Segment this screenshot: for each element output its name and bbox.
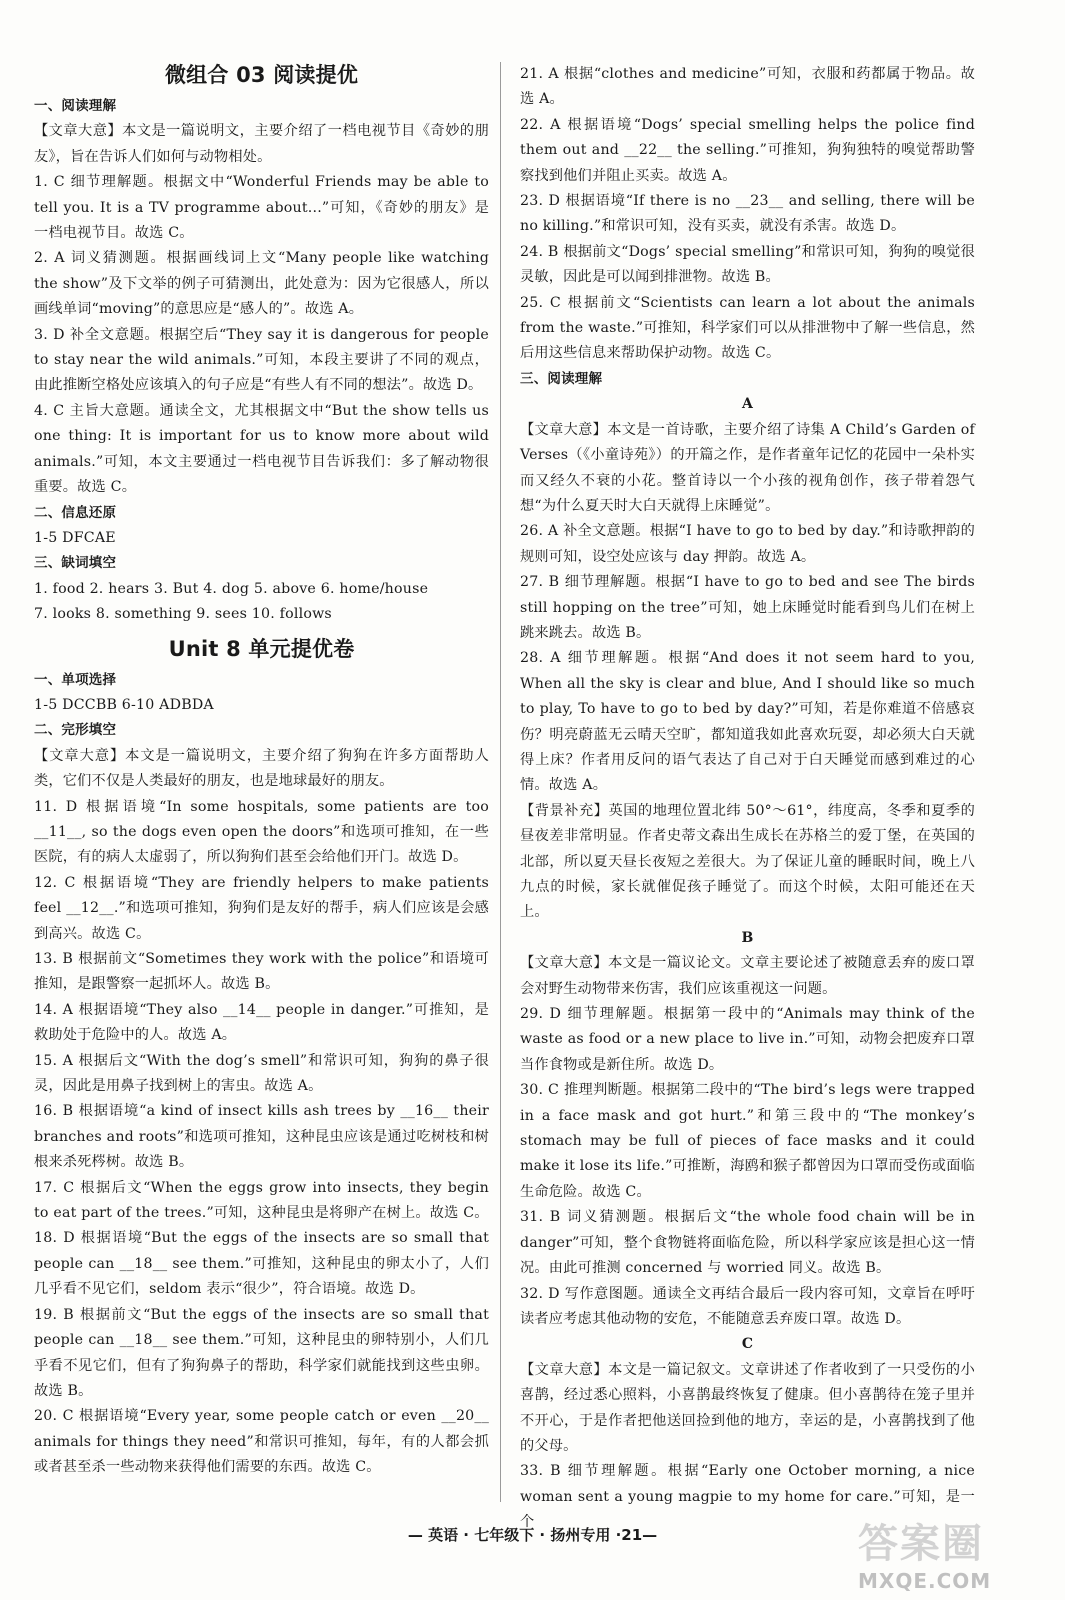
answer-choice: 1-5 DCCBB 6-10 ADBDA <box>34 696 214 713</box>
answer-3: 3. D 补全文意题。根据空后“They say it is dangerous for people to stay near the wild animals.”可知，本段主要讲了不同的观点，由此推断空格处应该填入的句子应是“有些人有不同的想法”。故选 D。 <box>34 326 489 394</box>
answer-30: 30. C 推理判断题。根据第二段中的“The bird’s legs were trapped in a face mask and got hurt.”和第三段中的“The monkey’s stomach may be full of pieces of face masks and it could make it lose its life.”可推断，海鸥和猴子都曾因为口罩而受伤或面临生命危险。故选 C。 <box>520 1082 975 1200</box>
summary-paragraph: 【文章大意】本文是一篇说明文，主要介绍了狗狗在许多方面帮助人类，它们不仅是人类最好的朋友，也是地球最好的朋友。 <box>34 747 489 790</box>
answer-17: 17. C 根据后文“When the eggs grow into insects, they begin to eat part of the trees.”可知，这种昆虫是将卵产在树上。故选 C。 <box>34 1179 489 1222</box>
answer-fill-a: 1. food 2. hears 3. But 4. dog 5. above 6. home/house <box>34 580 429 597</box>
heading-reading-3: 三、阅读理解 <box>520 370 603 387</box>
answer-23: 23. D 根据语境“If there is no __23__ and selling, there will be no killing.”和常识可知，没有买卖，就没有杀害。故选 D。 <box>520 193 975 235</box>
summary-paragraph: 【文章大意】本文是一篇记叙文。文章讲述了作者收到了一只受伤的小喜鹊，经过悉心照料，小喜鹊最终恢复了健康。但小喜鹊待在笼子里并不开心，于是作者把他送回捡到他的地方，幸运的是，小喜鹊找到了他的父母。 <box>520 1361 975 1454</box>
summary-paragraph: 【文章大意】本文是一篇说明文，主要介绍了一档电视节目《奇妙的朋友》，旨在告诉人们如何与动物相处。 <box>34 123 489 165</box>
answer-32: 32. D 写作意图题。通读全文再结合最后一段内容可知，文章旨在呼吁读者应考虑其他动物的安危，不能随意丢弃废口罩。故选 D。 <box>520 1285 975 1327</box>
heading-reading: 一、阅读理解 <box>34 98 117 114</box>
section-title: 微组合 03 阅读提优 <box>164 63 359 87</box>
unit-title: Unit 8 单元提优卷 <box>168 636 355 661</box>
heading-cloze: 二、完形填空 <box>34 722 117 739</box>
passage-label-a: A <box>741 396 754 413</box>
summary-paragraph: 【文章大意】本文是一篇议论文。文章主要论述了被随意丢弃的废口罩会对野生动物带来伤害，我们应该重视这一问题。 <box>520 955 975 997</box>
watermark-text: 答案圈 <box>858 1521 984 1567</box>
background-note: 【背景补充】英国的地理位置北纬 50°～61°，纬度高，冬季和夏季的昼夜差非常明显。作者史蒂文森出生成长在苏格兰的爱丁堡，在英国的北部，所以夏天昼长夜短之差很大。为了保证儿童的睡眠时间，晚上八九点的时候，家长就催促孩子睡觉了。而这个时候，太阳可能还在天上。 <box>520 802 975 921</box>
answer-19: 19. B 根据前文“But the eggs of the insects are so small that people can __18__ see them.”可知，这种昆虫的卵特别小，人们几乎看不见它们，但有了狗狗鼻子的帮助，科学家们就能找到这些虫卵。故选 B。 <box>34 1306 489 1399</box>
summary-paragraph: 【文章大意】本文是一首诗歌，主要介绍了诗集 A Child’s Garden of Verses（《小童诗苑》）的开篇之作，是作者童年记忆的花园中一朵朴实而又经久不衰的小花。整首诗以一个小孩的视角创作，孩子带着怨气想“为什么夏天时大白天就得上床睡觉”。 <box>520 421 975 514</box>
passage-label-b: B <box>741 929 754 946</box>
left-column <box>34 58 489 1481</box>
answer-20: 20. C 根据语境“Every year, some people catch or even __20__ animals for things they need”和常识可推知，每年，有的人都会抓或者甚至杀一些动物来获得他们需要的东西。故选 C。 <box>34 1408 489 1476</box>
heading-fill: 三、缺词填空 <box>34 555 117 572</box>
watermark-logo <box>858 1512 1043 1593</box>
column-divider <box>500 62 501 1502</box>
answer-11: 11. D 根据语境“In some hospitals, some patients are too __11__, so the dogs even open the doors”和选项可推知，在一些医院，有的病人太虚弱了，所以狗狗们甚至会给他们开门。故选 D。 <box>34 798 489 866</box>
answer-25: 25. C 根据前文“Scientists can learn a lot about the animals from the waste.”可推知，科学家们可以从排泄物中了解一些信息，然后用这些信息来帮助保护动物。故选 C。 <box>520 294 975 362</box>
answer-info: 1-5 DFCAE <box>34 529 116 546</box>
answer-27: 27. B 细节理解题。根据“I have to go to bed and see The birds still hopping on the tree”可知，她上床睡觉时能看到鸟儿们在树上跳来跳去。故选 B。 <box>520 574 975 641</box>
answer-24: 24. B 根据前文“Dogs’ special smelling”和常识可知，狗狗的嗅觉很灵敏，因此是可以闻到排泄物。故选 B。 <box>520 243 975 286</box>
answer-1: 1. C 细节理解题。根据文中“Wonderful Friends may be able to tell you. It is a TV programme about...”可知，《奇妙的朋友》是一档电视节目。故选 C。 <box>34 174 489 242</box>
answer-18: 18. D 根据语境“But the eggs of the insects are so small that people can __18__ see them.”可推知，这种昆虫的卵太小了，人们几乎看不见它们，seldom 表示“很少”，符合语境。故选 D。 <box>34 1230 489 1298</box>
right-column <box>520 62 975 1536</box>
passage-label-c: C <box>741 1336 754 1353</box>
answer-26: 26. A 补全文意题。根据“I have to go to bed by day.”和诗歌押韵的规则可知，设空处应该与 day 押韵。故选 A。 <box>520 523 975 565</box>
watermark-url: MXQE.COM <box>858 1569 992 1593</box>
heading-info: 二、信息还原 <box>34 504 117 521</box>
answer-16: 16. B 根据语境“a kind of insect kills ash trees by __16__ their branches and roots”和选项可推知，这种昆虫应该是通过吃树枝和树根来杀死梣树。故选 B。 <box>34 1103 489 1171</box>
answer-fill-b: 7. looks 8. something 9. sees 10. follows <box>34 606 332 623</box>
page-footer: — 英语 · 七年级下 · 扬州专用 ·21— <box>407 1526 658 1544</box>
answer-33: 33. B 细节理解题。根据“Early one October morning, a nice woman sent a young magpie to my home for care.”可知，是一个 <box>520 1463 975 1531</box>
answer-31: 31. B 词义猜测题。根据后文“the whole food chain will be in danger”可知，整个食物链将面临危险，所以科学家应该是担心这一情况。由此可推测 concerned 与 worried 同义。故选 B。 <box>520 1209 975 1277</box>
answer-4: 4. C 主旨大意题。通读全文，尤其根据文中“But the show tells us one thing: It is important for us to know more about wild animals.”可知，本文主要通过一档电视节目告诉我们：多了解动物很重要。故选 C。 <box>34 402 489 496</box>
heading-choice: 一、单项选择 <box>34 671 117 688</box>
answer-2: 2. A 词义猜测题。根据画线词上文“Many people like watching the show”及下文举的例子可猜测出，此处意为：因为它很感人，所以画线单词“moving”的意思应是“感人的”。故选 A。 <box>34 250 489 318</box>
answer-12: 12. C 根据语境“They are friendly helpers to make patients feel __12__.”和选项可推知，狗狗们是友好的帮手，病人们应该是会感到高兴。故选 C。 <box>34 874 489 942</box>
answer-28: 28. A 细节理解题。根据“And does it not seem hard to you, When all the sky is clear and blue, And I should like so much to play, To have to go to bed by day?”可知，若是你难道不倍感哀伤？明亮蔚蓝无云晴天空旷，都知道我如此喜欢玩耍，却必须大白天就得上床？作者用反问的语气表达了自己对于白天睡觉而感到难过的心情。故选 A。 <box>520 650 975 794</box>
answer-14: 14. A 根据语境“They also __14__ people in danger.”可推知，是救助处于危险中的人。故选 A。 <box>34 1001 489 1044</box>
answer-13: 13. B 根据前文“Sometimes they work with the police”和语境可推知，是跟警察一起抓坏人。故选 B。 <box>34 951 489 993</box>
answer-21: 21. A 根据“clothes and medicine”可知，衣服和药都属于物品。故选 A。 <box>520 66 975 108</box>
answer-15: 15. A 根据后文“With the dog’s smell”和常识可知，狗狗的鼻子很灵，因此是用鼻子找到树上的害虫。故选 A。 <box>34 1052 489 1095</box>
answer-29: 29. D 细节理解题。根据第一段中的“Animals may think of the waste as food or a new place to live in.”可知，动物会把废弃口罩当作食物或是新住所。故选 D。 <box>520 1006 975 1073</box>
answer-22: 22. A 根据语境“Dogs’ special smelling helps the police find them out and __22__ the selling.”可推知，狗狗独特的嗅觉帮助警察找到他们并阻止买卖。故选 A。 <box>520 116 975 184</box>
